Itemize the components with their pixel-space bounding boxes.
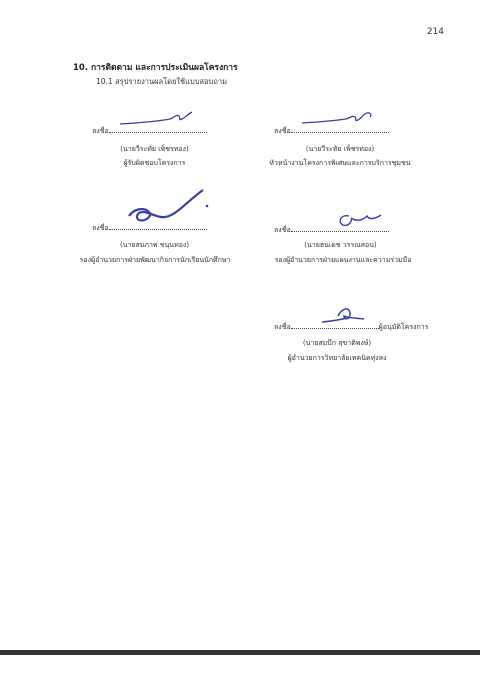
handwritten-signature-1	[118, 106, 198, 130]
signer-name-2: (นายวีระทัย เพ็ชรทอง)	[305, 145, 375, 153]
sign-label: ลงชื่อ	[92, 127, 109, 135]
signer-position-5: ผู้อำนวยการวิทยาลัยเทคนิคทุ่งสง	[287, 354, 387, 362]
section-subheading: 10.1 สรุปรายงานผลโดยใช้แบบสอบถาม	[96, 77, 228, 86]
sign-label: ลงชื่อ	[92, 224, 109, 232]
signer-position-4: รองผู้อำนวยการฝ่ายแผนงานและความร่วมมือ	[274, 256, 412, 264]
signer-name-1: (นายวีระทัย เพ็ชรทอง)	[120, 145, 189, 153]
section-heading: 10. การติดตาม และการประเมินผลโครงการ	[73, 63, 238, 73]
signer-name-3: (นายสมภาพ ชนุนทอง)	[119, 241, 190, 249]
page-number: 214	[426, 27, 444, 37]
signer-name-4: (นายธนเดช วรรณสอน)	[304, 241, 377, 249]
approver-suffix: ผู้อนุมัติโครงการ	[378, 323, 429, 331]
signer-name-5: (นายสมบึก สุขาติพงษ์)	[302, 339, 372, 347]
sign-label: ลงชื่อ	[274, 323, 291, 331]
page-bottom-edge	[0, 650, 480, 655]
signer-position-1: ผู้รับผิดชอบโครงการ	[123, 159, 186, 167]
sign-label: ลงชื่อ	[274, 127, 291, 135]
handwritten-signature-4	[335, 210, 385, 232]
signer-position-2: หัวหน้างานโครงการพิเศษและการบริการชุมชน	[269, 159, 411, 167]
handwritten-signature-2	[300, 106, 380, 130]
handwritten-signature-5	[318, 302, 378, 328]
handwritten-signature-3	[125, 186, 215, 230]
signer-position-3: รองผู้อำนวยการฝ่ายพัฒนากิจการนักเรียนนักศึกษา	[79, 256, 231, 264]
sign-label: ลงชื่อ	[274, 226, 291, 234]
